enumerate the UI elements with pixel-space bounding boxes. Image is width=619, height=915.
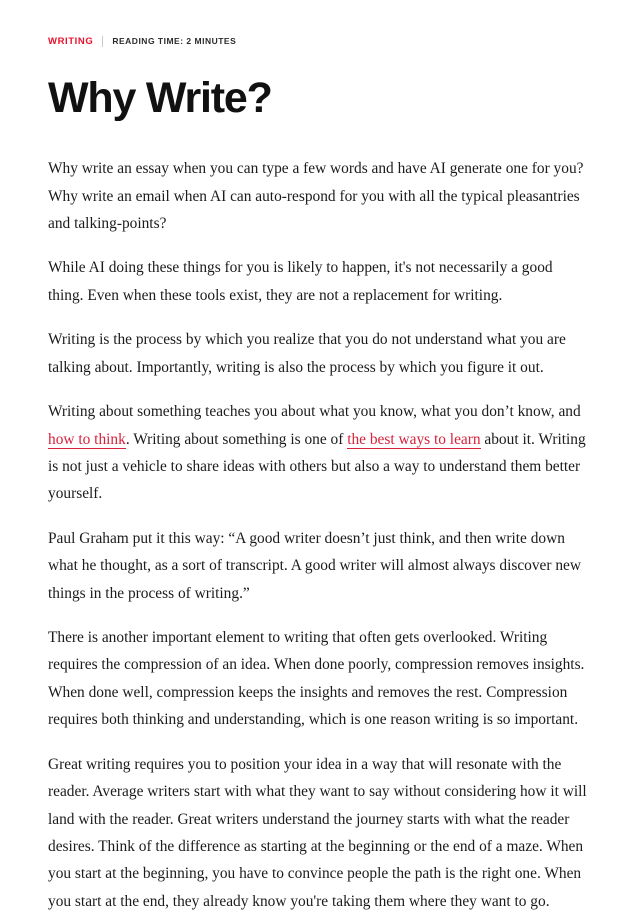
paragraph-1: Why write an essay when you can type a few words and have AI generate one for you? Why write an email when AI can auto-respond for you with all the typical pleasantries and talking-points? xyxy=(48,160,584,232)
paragraph-7: Great writing requires you to position your idea in a way that will resonate with the reader. Average writers start with what they want to say without considering how it will land with the reader. Great writers understand the journey starts with what the reader desires. Think of the difference as starting at the beginning or the end of a maze. When you start at the beginning, you have to convince people the path is the right one. When you start at the end, they already know you're taking them where they want to go. xyxy=(48,755,587,910)
meta-divider xyxy=(102,36,103,47)
best-ways-to-learn-link[interactable]: the best ways to learn xyxy=(347,430,481,448)
paragraph-4-text-part2: . Writing about something is one of xyxy=(125,430,348,448)
paragraph-4 xyxy=(48,398,591,508)
article-meta xyxy=(48,34,591,48)
category-label[interactable]: WRITING xyxy=(48,35,94,47)
paragraph-6: There is another important element to writing that often gets overlooked. Writing requires the compression of an idea. When done poorly, compression removes insights. When done well, compression keeps the insights and removes the rest. Compression requires both thinking and understanding, which is one reason writing is so important. xyxy=(48,629,585,729)
paragraph-3: Writing is the process by which you realize that you do not understand what you are talking about. Importantly, writing is also the process by which you figure it out. xyxy=(48,331,566,376)
paragraph-5: Paul Graham put it this way: “A good writer doesn’t just think, and then write down what he thought, as a sort of transcript. A good writer will almost always discover new things in the process of writing.” xyxy=(48,529,582,602)
article-body xyxy=(48,155,591,915)
how-to-think-link[interactable]: how to think xyxy=(48,430,126,448)
paragraph-4-text-part3: about it. Writing is not just a vehicle to share ideas with others but also a way to understand them better yourself. xyxy=(48,430,586,503)
page-title: Why Write? xyxy=(48,74,272,122)
reading-time-label: READING TIME: 2 MINUTES xyxy=(112,36,237,46)
paragraph-2: While AI doing these things for you is likely to happen, it's not necessarily a good thing. Even when these tools exist, they are not a replacement for writing. xyxy=(48,259,553,304)
paragraph-4-text-part1: Writing about something teaches you about what you know, what you don’t know, and xyxy=(48,403,581,421)
